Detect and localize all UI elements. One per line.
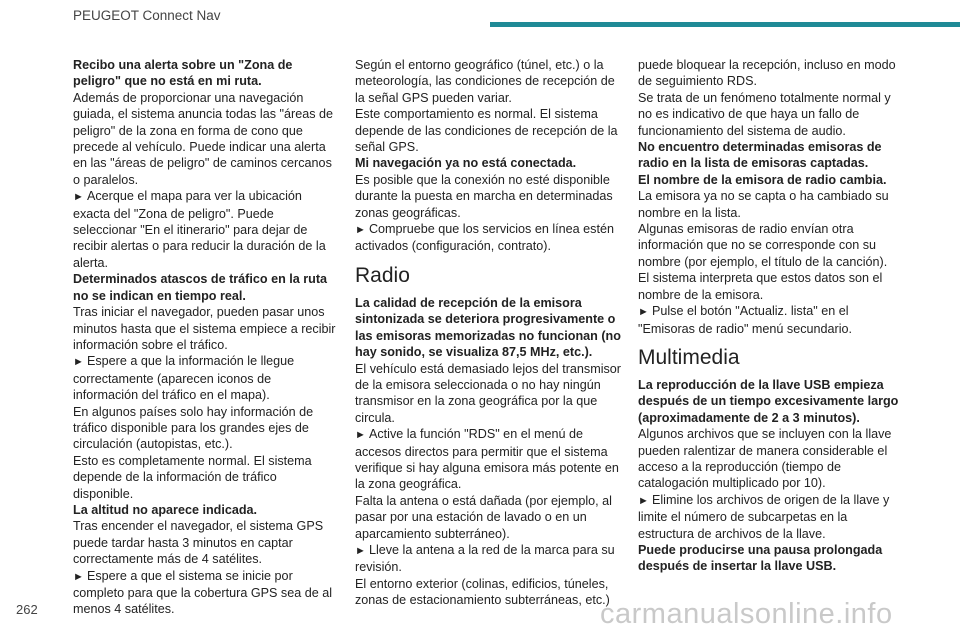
problem-statement: Recibo una alerta sobre un "Zona de peligro" que no está en mi ruta.: [73, 58, 293, 89]
arrow-bullet-icon: ►: [73, 570, 87, 583]
paragraph: Tras encender el navegador, el sistema GPS puede tardar hasta 3 minutos en captar correctamente más de 4 satélites.: [73, 519, 324, 567]
arrow-bullet-icon: ►: [638, 306, 652, 319]
arrow-bullet-icon: ►: [355, 224, 369, 237]
instruction-item: [638, 303, 904, 337]
paragraph: El vehículo está demasiado lejos del transmisor de la emisora seleccionada o no hay ningún transmisor en la zona geográfica por la que circula.: [355, 361, 621, 425]
instruction-item: [73, 568, 339, 618]
paragraph: Además de proporcionar una navegación guiada, el sistema anuncia todas las "áreas de peligro" de la zona en forma de cono que precede al vehículo. Puede indicar una alerta en las "áreas de peligro" de caminos cercanos o paralelos.: [73, 90, 334, 187]
section-heading: Multimedia: [638, 345, 740, 369]
paragraph: Es posible que la conexión no esté disponible durante la puesta en marcha en determinadas zonas geográficas.: [355, 172, 613, 220]
watermark: carmanualsonline.info: [600, 598, 893, 630]
instruction-text: Compruebe que los servicios en línea estén activados (configuración, contrato).: [355, 222, 614, 254]
instruction-text: Active la función "RDS" en el menú de accesos directos para permitir que el sistema verifique si hay alguna emisora más potente en la zona geográfica.: [355, 427, 619, 492]
instruction-item: [355, 426, 621, 493]
problem-statement: La reproducción de la llave USB empieza después de un tiempo excesivamente largo (aproximadamente de 2 a 3 minutos).: [638, 377, 899, 425]
paragraph: El sistema interpreta que estos datos son el nombre de la emisora.: [638, 271, 883, 302]
problem-statement: Determinados atascos de tráfico en la ruta no se indican en tiempo real.: [73, 272, 328, 303]
paragraph: La emisora ya no se capta o ha cambiado su nombre en la lista.: [638, 189, 889, 220]
instruction-item: [355, 542, 621, 576]
instruction-item: [638, 492, 904, 542]
instruction-item: [73, 188, 339, 271]
instruction-item: [355, 221, 621, 255]
paragraph: Algunas emisoras de radio envían otra información que no se corresponde con su nombre (por ejemplo, el título de la canción).: [638, 222, 888, 269]
arrow-bullet-icon: ►: [73, 191, 87, 204]
header-accent-bar: [490, 22, 960, 27]
problem-statement: La altitud no aparece indicada.: [73, 502, 258, 517]
text-column-2: [355, 57, 621, 609]
page-number: 262: [16, 602, 38, 617]
paragraph: Este comportamiento es normal. El sistema depende de las condiciones de recepción de la señal GPS.: [355, 107, 618, 155]
text-column-3: [638, 57, 904, 575]
problem-statement: Puede producirse una pausa prolongada después de insertar la llave USB.: [638, 542, 883, 574]
instruction-text: Espere a que la información le llegue correctamente (aparecen iconos de información del tráfico en el mapa).: [73, 354, 295, 403]
paragraph: Según el entorno geográfico (túnel, etc.) o la meteorología, las condiciones de recepción de la señal GPS pueden variar.: [355, 58, 615, 105]
paragraph: Falta la antena o está dañada (por ejemplo, al pasar por una estación de lavado o en un aparcamiento subterráneo).: [355, 493, 612, 541]
instruction-text: Pulse el botón "Actualiz. lista" en el "Emisoras de radio" menú secundario.: [638, 304, 853, 336]
arrow-bullet-icon: ►: [355, 429, 369, 442]
paragraph: Esto es completamente normal. El sistema depende de la información de tráfico disponible.: [73, 453, 312, 501]
problem-statement: Mi navegación ya no está conectada.: [355, 156, 577, 171]
paragraph: Algunos archivos que se incluyen con la llave pueden ralentizar de manera considerable el acceso a la reproducción (tiempo de catalogación multiplicado por 10).: [638, 427, 892, 491]
problem-statement: La calidad de recepción de la emisora sintonizada se deteriora progresivamente o las emisoras memorizadas no funcionan (no hay sonido, se visualiza 87,5 MHz, etc.).: [355, 295, 621, 360]
paragraph: puede bloquear la recepción, incluso en modo de seguimiento RDS.: [638, 58, 896, 89]
instruction-text: Acerque el mapa para ver la ubicación exacta del "Zona de peligro". Puede seleccionar "En el itinerario" para dejar de recibir alertas o para reducir la duración de la alerta.: [73, 189, 326, 270]
problem-statement: El nombre de la emisora de radio cambia.: [638, 172, 887, 187]
arrow-bullet-icon: ►: [638, 494, 652, 507]
header-title: PEUGEOT Connect Nav: [73, 8, 221, 23]
problem-statement: No encuentro determinadas emisoras de radio en la lista de emisoras captadas.: [638, 140, 882, 171]
instruction-text: Espere a que el sistema se inicie por completo para que la cobertura GPS sea de al menos 4 satélites.: [73, 568, 333, 617]
paragraph: En algunos países solo hay información de tráfico disponible para los grandes ejes de circulación (autopistas, etc.).: [73, 404, 314, 452]
arrow-bullet-icon: ►: [73, 356, 87, 369]
text-column-1: [73, 57, 339, 618]
paragraph: Tras iniciar el navegador, pueden pasar unos minutos hasta que el sistema empiece a recibir información sobre el tráfico.: [73, 305, 336, 352]
paragraph: El entorno exterior (colinas, edificios, túneles, zonas de estacionamiento subterráneas, etc.): [355, 576, 610, 608]
instruction-text: Elimine los archivos de origen de la llave y limite el número de subcarpetas en la estructura de archivos de la llave.: [638, 492, 890, 541]
paragraph: Se trata de un fenómeno totalmente normal y no es indicativo de que haya un fallo de funcionamiento del sistema de audio.: [638, 90, 891, 138]
section-heading: Radio: [355, 263, 410, 287]
arrow-bullet-icon: ►: [355, 544, 369, 557]
instruction-text: Lleve la antena a la red de la marca para su revisión.: [355, 542, 615, 575]
instruction-item: [73, 353, 339, 403]
